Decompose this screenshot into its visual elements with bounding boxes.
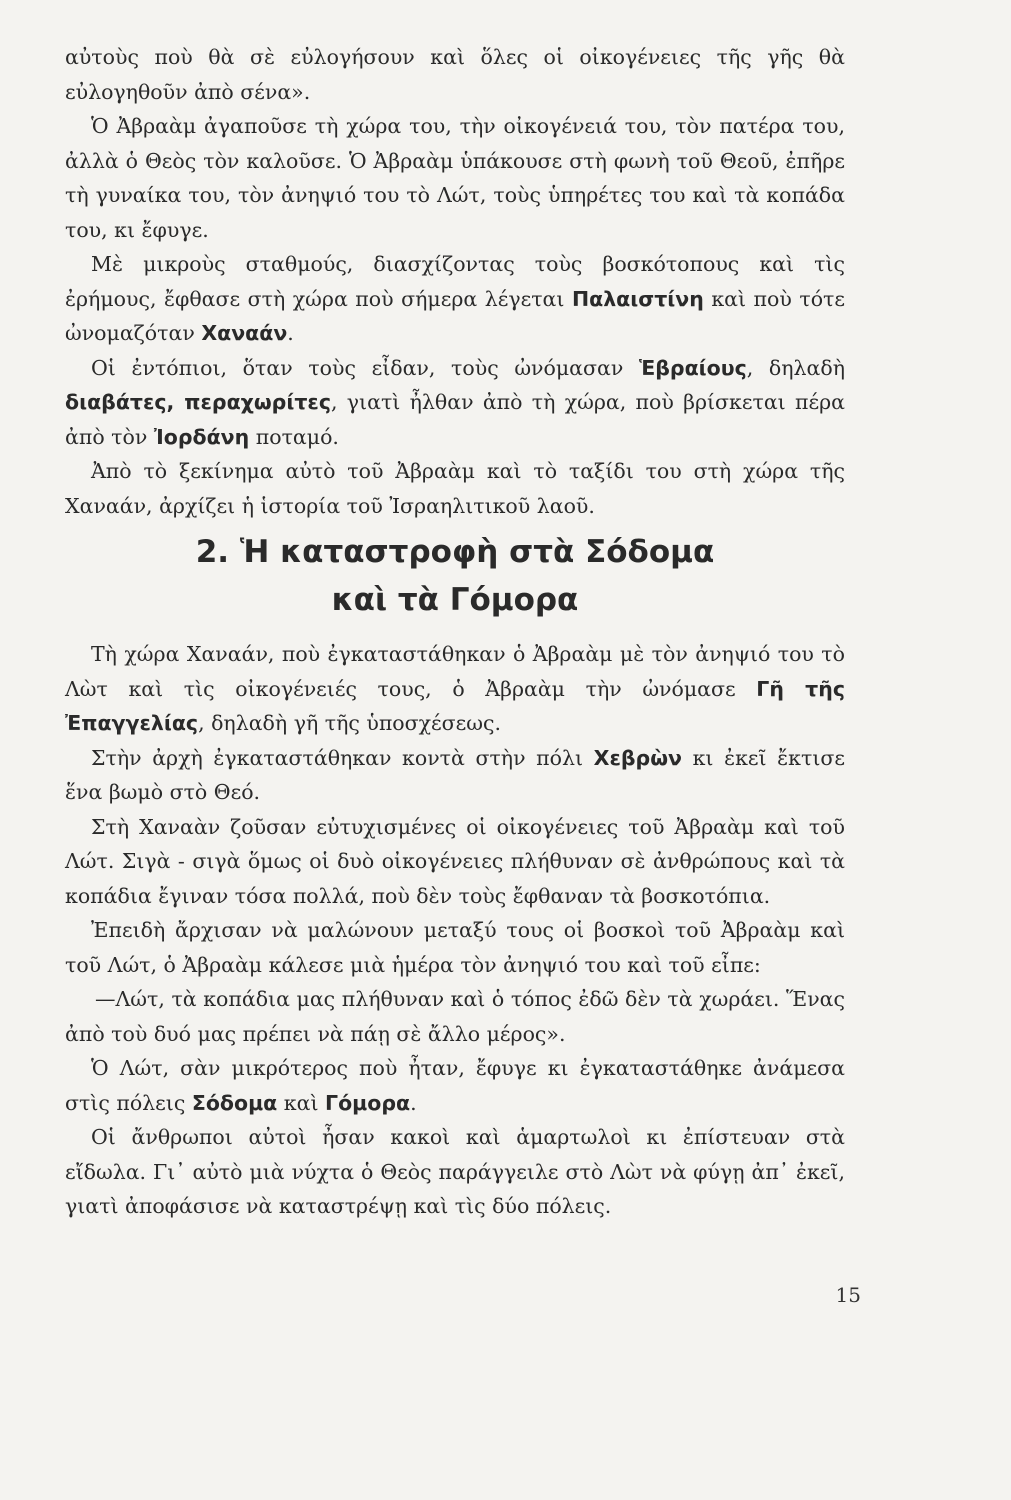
- term-promised-land: Γῆ τῆς Ἐπαγγελίας: [65, 676, 845, 735]
- paragraph: Στὴ Χαναὰν ζοῦσαν εὐτυχισμένες οἱ οἰκογένειες τοῦ Ἀβραὰμ καὶ τοῦ Λώτ. Σιγὰ - σιγὰ ὅμως οἱ δυὸ οἰκογένειες πλήθυναν σὲ ἀνθρώπους καὶ τὰ κοπάδια ἔγιναν τόσα πολλά, ποὺ δὲν τοὺς ἔφθαναν τὰ βοσκοτόπια.: [65, 814, 845, 908]
- dialogue-paragraph: —Λώτ, τὰ κοπάδια μας πλήθυναν καὶ ὁ τόπος ἐδῶ δὲν τὰ χωράει. Ἕνας ἀπὸ τοὺ δυό μας πρέπει νὰ πάῃ σὲ ἄλλο μέρος».: [65, 987, 845, 1046]
- paragraph: αὐτοὺς ποὺ θὰ σὲ εὐλογήσουν καὶ ὅλες οἱ οἰκογένειες τῆς γῆς θὰ εὐλογηθοῦν ἀπὸ σένα».: [65, 45, 845, 104]
- text-run: καὶ ποὺ τότε ὠνομαζόταν: [65, 286, 845, 345]
- place-name-sodom: Σόδομα: [191, 1090, 278, 1115]
- text-run: .: [287, 321, 294, 345]
- paragraph: [65, 1051, 845, 1120]
- place-name-hebron: Χεβρὼν: [593, 745, 682, 770]
- text-run: , δηλαδὴ γῆ τῆς ὑποσχέσεως.: [198, 711, 502, 735]
- text-run: Στὴν ἀρχὴ ἐγκαταστάθηκαν κοντὰ στὴν πόλι: [91, 745, 594, 770]
- section-heading: [65, 528, 845, 624]
- heading-line: καὶ τὰ Γόμορα: [331, 582, 579, 618]
- paragraph: [65, 351, 845, 455]
- place-name-jordan: Ἰορδάνη: [153, 424, 250, 449]
- heading-line: 2. Ἡ καταστροφὴ στὰ Σόδομα: [195, 534, 715, 570]
- text-run: .: [410, 1090, 417, 1115]
- page-number: 15: [835, 1283, 861, 1307]
- top-text-block: [65, 40, 845, 523]
- place-name-palestine: Παλαιστίνη: [571, 286, 704, 311]
- text-run: Τὴ χώρα Χαναάν, ποὺ ἐγκαταστάθηκαν ὁ Ἀβραὰμ μὲ τὸν ἀνηψιό του τὸ Λὼτ καὶ τὶς οἰκογένειές τους, ὁ Ἀβραὰμ τὴν ὠνόμασε: [65, 642, 845, 701]
- paragraph: [65, 247, 845, 351]
- place-name-canaan: Χαναάν: [201, 321, 288, 345]
- text-run: Ὁ Λώτ, σὰν μικρότερος ποὺ ἦταν, ἔφυγε κι ἐγκαταστάθηκε ἀνάμεσα στὶς πόλεις: [65, 1056, 845, 1115]
- text-run: , δηλαδὴ: [746, 355, 845, 380]
- paragraph: Ἀπὸ τὸ ξεκίνημα αὐτὸ τοῦ Ἀβραὰμ καὶ τὸ ταξίδι του στὴ χώρα τῆς Χαναάν, ἀρχίζει ἡ ἱστορία τοῦ Ἰσραηλιτικοῦ λαοῦ.: [65, 459, 845, 518]
- term-travellers: διαβάτες, περαχωρίτες: [65, 390, 331, 414]
- paragraph: [65, 741, 845, 810]
- paragraph: [65, 637, 845, 741]
- bottom-text-block: [65, 637, 845, 1224]
- paragraph: Ὁ Ἀβραὰμ ἀγαποῦσε τὴ χώρα του, τὴν οἰκογένειά του, τὸν πατέρα του, ἀλλὰ ὁ Θεὸς τὸν καλοῦσε. Ὁ Ἀβραὰμ ὑπάκουσε στὴ φωνὴ τοῦ Θεοῦ, ἐπῆρε τὴ γυναίκα του, τὸν ἀνηψιό του τὸ Λώτ, τοὺς ὑπηρέτες του καὶ τὰ κοπάδα του, κι ἔφυγε.: [65, 114, 845, 242]
- paragraph: Οἱ ἄνθρωποι αὐτοὶ ἦσαν κακοὶ καὶ ἁμαρτωλοὶ κι ἐπίστευαν στὰ εἴδωλα. Γι᾿ αὐτὸ μιὰ νύχτα ὁ Θεὸς παράγγειλε στὸ Λὼτ νὰ φύγῃ ἀπ᾿ ἐκεῖ, γιατὶ ἀποφάσισε νὰ καταστρέψῃ καὶ τὶς δύο πόλεις.: [65, 1125, 845, 1218]
- term-hebrews: Ἑβραίους: [638, 355, 747, 380]
- text-run: καὶ: [277, 1090, 326, 1115]
- text-run: κι ἐκεῖ ἔκτισε ἕνα βωμὸ στὸ Θεό.: [65, 745, 845, 804]
- text-run: Οἱ ἐντόπιοι, ὅταν τοὺς εἶδαν, τοὺς ὠνόμασαν: [91, 355, 639, 380]
- text-run: Μὲ μικροὺς σταθμούς, διασχίζοντας τοὺς βοσκότοπους καὶ τὶς ἐρήμους, ἔφθασε στὴ χώρα ποὺ σήμερα λέγεται: [65, 252, 845, 311]
- place-name-gomorrah: Γόμορα: [325, 1090, 411, 1115]
- paragraph: Ἐπειδὴ ἄρχισαν νὰ μαλώνουν μεταξύ τους οἱ βοσκοὶ τοῦ Ἀβραὰμ καὶ τοῦ Λώτ, ὁ Ἀβραὰμ κάλεσε μιὰ ἡμέρα τὸν ἀνηψιό του καὶ τοῦ εἶπε:: [65, 918, 845, 977]
- text-run: ποταμό.: [249, 424, 339, 449]
- text-run: , γιατὶ ἦλθαν ἀπὸ τὴ χώρα, ποὺ βρίσκεται πέρα ἀπὸ τὸν: [65, 390, 845, 449]
